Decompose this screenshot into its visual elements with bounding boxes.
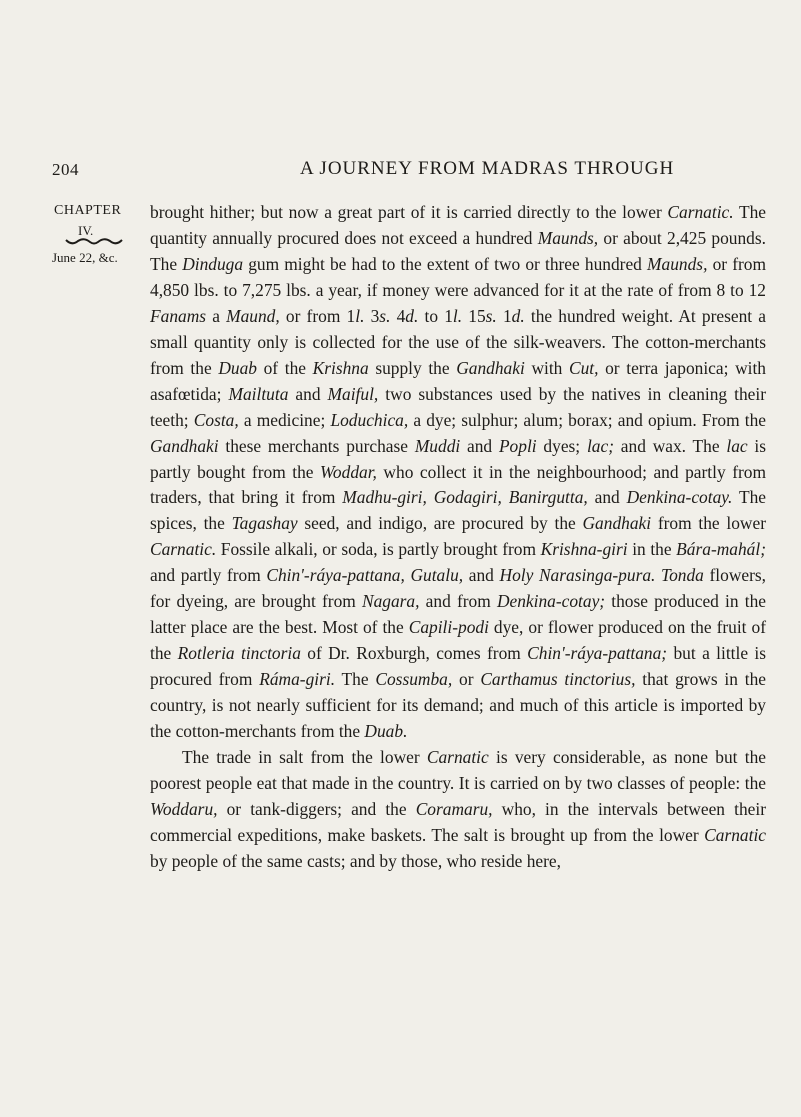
text-run: two substances used by the natives in cleaning their teeth; — [150, 383, 766, 430]
page-number: 204 — [52, 160, 79, 179]
text-run: seed, and indigo, are procured by the — [297, 513, 583, 534]
text-run: The trade in salt from the lower — [182, 747, 427, 768]
body-text — [150, 200, 766, 875]
text-run: of Dr. Roxburgh, comes from — [300, 643, 528, 664]
italic-term: Popli — [498, 435, 537, 456]
text-run: dyes; — [536, 435, 587, 456]
italic-term: Woddaru, — [150, 798, 218, 819]
text-run: and from — [419, 591, 497, 612]
text-run: or tank-diggers; and the — [217, 798, 416, 819]
italic-term: Muddi — [414, 435, 461, 456]
paragraph-salt-trade — [150, 745, 766, 875]
text-run: gum might be had to the extent of two or three hundred — [243, 253, 648, 274]
text-run: and wax. The — [614, 435, 727, 456]
italic-term: Denkina-cotay; — [496, 591, 606, 612]
italic-term: Carnatic — [426, 747, 489, 768]
text-run: supply the — [368, 357, 457, 378]
italic-term: Chin'-ráya-pattana; — [527, 643, 668, 664]
text-run: a medicine; — [238, 409, 331, 430]
text-run: or from 4,850 lbs. to 7,275 lbs. a year, if money were advanced for it at the rate of from 8 to 12 — [150, 253, 767, 300]
chapter-number: IV. — [78, 223, 94, 238]
text-run: in the — [627, 539, 677, 560]
italic-term: d. — [405, 305, 419, 326]
margin-notes — [54, 200, 144, 269]
italic-term: Madhu-giri, Godagiri, Banirgutta, — [342, 487, 588, 508]
text-run: and — [288, 383, 328, 404]
italic-term: Maunds, — [647, 253, 708, 274]
text-run: 4 — [390, 305, 406, 326]
text-run: The — [335, 669, 376, 690]
text-run: flowers, for dyeing, are brought from — [150, 565, 767, 612]
text-run: or about 2,425 pounds. The — [150, 227, 766, 274]
text-run: but a little is procured from — [150, 643, 767, 690]
text-run: or — [452, 669, 481, 690]
text-run: who, in the intervals between their commercial expeditions, make baskets. The salt is brought up from the lower — [150, 798, 766, 845]
italic-term: Carnatic. — [150, 539, 217, 560]
text-run: and — [463, 565, 500, 586]
italic-term: Rotleria tinctoria — [177, 643, 301, 664]
text-run: The quantity annually procured does not exceed a hundred — [150, 202, 766, 248]
italic-term: Holy Narasinga-pura. Tonda — [499, 565, 704, 586]
paragraph-trade-goods — [150, 200, 766, 745]
italic-term: l. — [355, 305, 365, 326]
text-run: brought hither; but now a great part of it is carried directly to the lower — [150, 202, 668, 222]
italic-term: Duab. — [364, 721, 408, 742]
italic-term: Maund, — [226, 305, 280, 326]
text-run: a — [206, 305, 227, 326]
italic-term: s. — [485, 305, 497, 326]
italic-term: Maiful, — [327, 383, 379, 404]
text-run: 1 — [496, 305, 512, 326]
italic-term: Bára-mahál; — [676, 539, 766, 560]
italic-term: Chin'-ráya-pattana, Gutalu, — [266, 565, 464, 586]
italic-term: Maunds, — [537, 227, 599, 248]
text-run: 15 — [462, 305, 486, 326]
date-marginal-note: June 22, &c. — [52, 250, 118, 265]
text-run: these merchants purchase — [218, 435, 415, 456]
text-run: those produced in the latter place are the best. Most of the — [150, 591, 766, 638]
text-run: or terra japonica; with asafœtida; — [150, 357, 767, 404]
text-run: from the lower — [651, 513, 766, 534]
italic-term: Gandhaki — [582, 513, 652, 534]
italic-term: lac — [726, 435, 748, 456]
italic-term: Cossumba, — [375, 669, 453, 690]
text-run: that grows in the country, is not nearly sufficient for its demand; and much of this article is imported by the cotton-merchants from the — [150, 669, 766, 742]
text-run: is partly bought from the — [150, 435, 767, 482]
text-run: the hundred weight. At present a small quantity only is collected for the use of the silk-weavers. The cotton-merchants from the — [150, 305, 766, 378]
text-run: and — [587, 487, 627, 508]
text-run: of the — [256, 357, 313, 378]
text-run: by people of the same casts; and by those, who reside here, — [150, 850, 561, 871]
italic-term: Cut, — [569, 357, 599, 378]
running-title: A JOURNEY FROM MADRAS THROUGH — [300, 158, 675, 179]
italic-term: Nagara, — [361, 591, 420, 612]
text-run: or from 1 — [279, 305, 356, 326]
italic-term: Tagashay — [231, 513, 298, 534]
italic-term: lac; — [586, 435, 614, 456]
italic-term: d. — [511, 305, 525, 326]
text-run: a dye; sulphur; alum; borax; and opium. From the — [408, 409, 766, 430]
italic-term: Carnatic. — [667, 202, 734, 222]
italic-term: Mailtuta — [228, 383, 289, 404]
text-run: and partly from — [150, 565, 267, 586]
text-run: is very considerable, as none but the poorest people eat that made in the country. It is carried on by two classes of people: the — [150, 747, 766, 793]
italic-term: Carnatic — [704, 824, 766, 845]
text-run: to 1 — [418, 305, 453, 326]
chapter-ornament-icon — [64, 237, 124, 247]
italic-term: Fanams — [150, 305, 207, 326]
text-run: with — [524, 357, 569, 378]
text-run: who collect it in the neighbourhood; and partly from traders, that bring it from — [150, 461, 766, 508]
italic-term: Krishna-giri — [540, 539, 628, 560]
italic-term: Krishna — [312, 357, 369, 378]
chapter-label: CHAPTER — [54, 203, 122, 218]
italic-term: Coramaru, — [415, 798, 493, 819]
italic-term: l. — [452, 305, 463, 326]
text-run: and — [460, 435, 499, 456]
italic-term: Denkina-cotay. — [626, 487, 733, 508]
italic-term: Dinduga — [182, 253, 244, 274]
italic-term: Carthamus tinctorius, — [480, 669, 636, 690]
italic-term: Ráma-giri. — [259, 669, 336, 690]
italic-term: Costa, — [193, 409, 239, 430]
italic-term: Gandhaki — [150, 435, 219, 456]
italic-term: Loduchica, — [330, 409, 409, 430]
italic-term: Capili-podi — [408, 617, 489, 638]
text-run: Fossile alkali, or soda, is partly brought from — [216, 539, 541, 560]
text-run: 3 — [364, 305, 380, 326]
italic-term: Duab — [218, 357, 257, 378]
italic-term: Woddar, — [320, 461, 377, 482]
text-run: dye, or flower produced on the fruit of the — [150, 617, 766, 664]
italic-term: Gandhaki — [456, 357, 525, 378]
italic-term: s. — [379, 305, 391, 326]
text-run: The spices, the — [150, 487, 766, 534]
